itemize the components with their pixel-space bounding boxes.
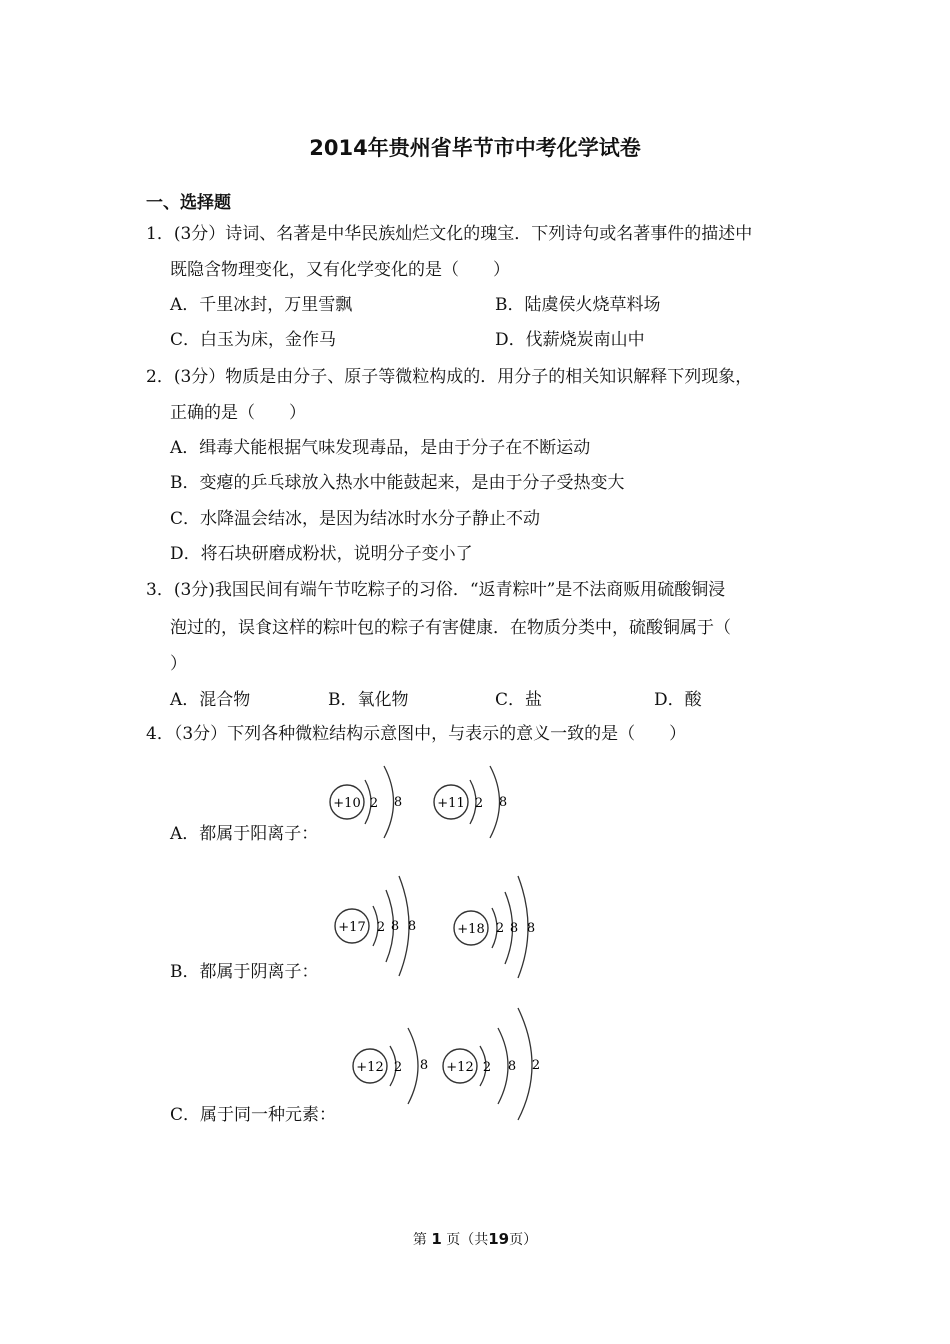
- question-2-option-a: A．缉毒犬能根据气味发现毒品，是由于分子在不断运动: [170, 438, 591, 458]
- shell-electrons: 2: [376, 920, 386, 935]
- shell-electrons: 8: [509, 921, 519, 936]
- atom-diagram-c2: [440, 1002, 550, 1122]
- nucleus-charge: +10: [333, 796, 361, 811]
- atom-diagram-b1: [333, 870, 433, 980]
- question-2-option-b: B．变瘪的乒乓球放入热水中能鼓起来，是由于分子受热变大: [170, 473, 625, 493]
- nucleus-charge: +18: [457, 922, 485, 937]
- footer-prefix: 第: [412, 1232, 427, 1248]
- question-1-option-c: C．白玉为床，金作马: [170, 330, 337, 350]
- shell-electrons: 8: [407, 919, 417, 934]
- shell-electrons: 2: [495, 921, 505, 936]
- nucleus-charge: +11: [437, 796, 465, 811]
- shell-electrons: 2: [393, 1060, 403, 1075]
- question-3-line-3: ）: [170, 654, 187, 674]
- question-2-option-d: D．将石块研磨成粉状，说明分子变小了: [170, 544, 473, 564]
- question-3-option-a: A．混合物: [170, 690, 251, 710]
- question-4-option-b: B．都属于阴离子：: [170, 962, 319, 982]
- question-1-option-b: B．陆虞侯火烧草料场: [495, 295, 661, 315]
- shell-electrons: 2: [482, 1060, 492, 1075]
- nucleus-charge: +17: [338, 920, 366, 935]
- nucleus-charge: +12: [446, 1060, 474, 1075]
- shell-electrons: 8: [498, 795, 508, 810]
- footer-suffix: 页）: [509, 1232, 538, 1248]
- question-2-line-1: 2．(3分）物质是由分子、原子等微粒构成的．用分子的相关知识解释下列现象，: [146, 367, 753, 387]
- shell-electrons: 2: [531, 1058, 541, 1073]
- page-footer: [0, 1229, 950, 1249]
- question-1-option-a: A．千里冰封，万里雪飘: [170, 295, 353, 315]
- atom-diagram-c1: [350, 1014, 440, 1114]
- question-3-option-b: B．氧化物: [328, 690, 409, 710]
- question-3-line-1: 3．(3分)我国民间有端午节吃粽子的习俗．“返青粽叶”是不法商贩用硫酸铜浸: [146, 580, 726, 600]
- footer-mid: 页（共: [446, 1232, 489, 1248]
- question-2-line-2: 正确的是（ ）: [170, 403, 306, 423]
- shell-electrons: 2: [474, 796, 484, 811]
- question-1-option-d: D．伐薪烧炭南山中: [495, 330, 645, 350]
- section-heading: 一、选择题: [146, 193, 231, 213]
- atom-diagram-a2: [430, 758, 530, 848]
- question-2-option-c: C．水降温会结冰，是因为结冰时水分子静止不动: [170, 509, 541, 529]
- question-3-line-2: 泡过的，误食这样的粽叶包的粽子有害健康．在物质分类中，硫酸铜属于（: [170, 618, 731, 638]
- shell-electrons: 8: [507, 1059, 517, 1074]
- question-1-line-2: 既隐含物理变化，又有化学变化的是（ ）: [170, 260, 510, 280]
- question-1-line-1: 1．(3分）诗词、名著是中华民族灿烂文化的瑰宝．下列诗句或名著事件的描述中: [146, 224, 753, 244]
- atom-diagram-b2: [452, 870, 552, 980]
- question-4-option-a: A．都属于阳离子：: [170, 824, 319, 844]
- question-3-option-d: D．酸: [654, 690, 702, 710]
- shell-electrons: 8: [390, 919, 400, 934]
- footer-page-number: 1: [431, 1230, 442, 1248]
- shell-electrons: 8: [393, 795, 403, 810]
- shell-electrons: 8: [419, 1058, 429, 1073]
- shell-electrons: 2: [369, 796, 379, 811]
- question-4-option-c: C．属于同一种元素：: [170, 1105, 337, 1125]
- question-4-line-1: 4．（3分）下列各种微粒结构示意图中，与表示的意义一致的是（ ）: [146, 724, 687, 744]
- atom-diagram-a1: [325, 758, 425, 848]
- footer-total-pages: 19: [488, 1230, 510, 1248]
- question-3-option-c: C．盐: [495, 690, 543, 710]
- shell-electrons: 8: [526, 921, 536, 936]
- nucleus-charge: +12: [356, 1060, 384, 1075]
- page-title: 2014年贵州省毕节市中考化学试卷: [309, 136, 641, 160]
